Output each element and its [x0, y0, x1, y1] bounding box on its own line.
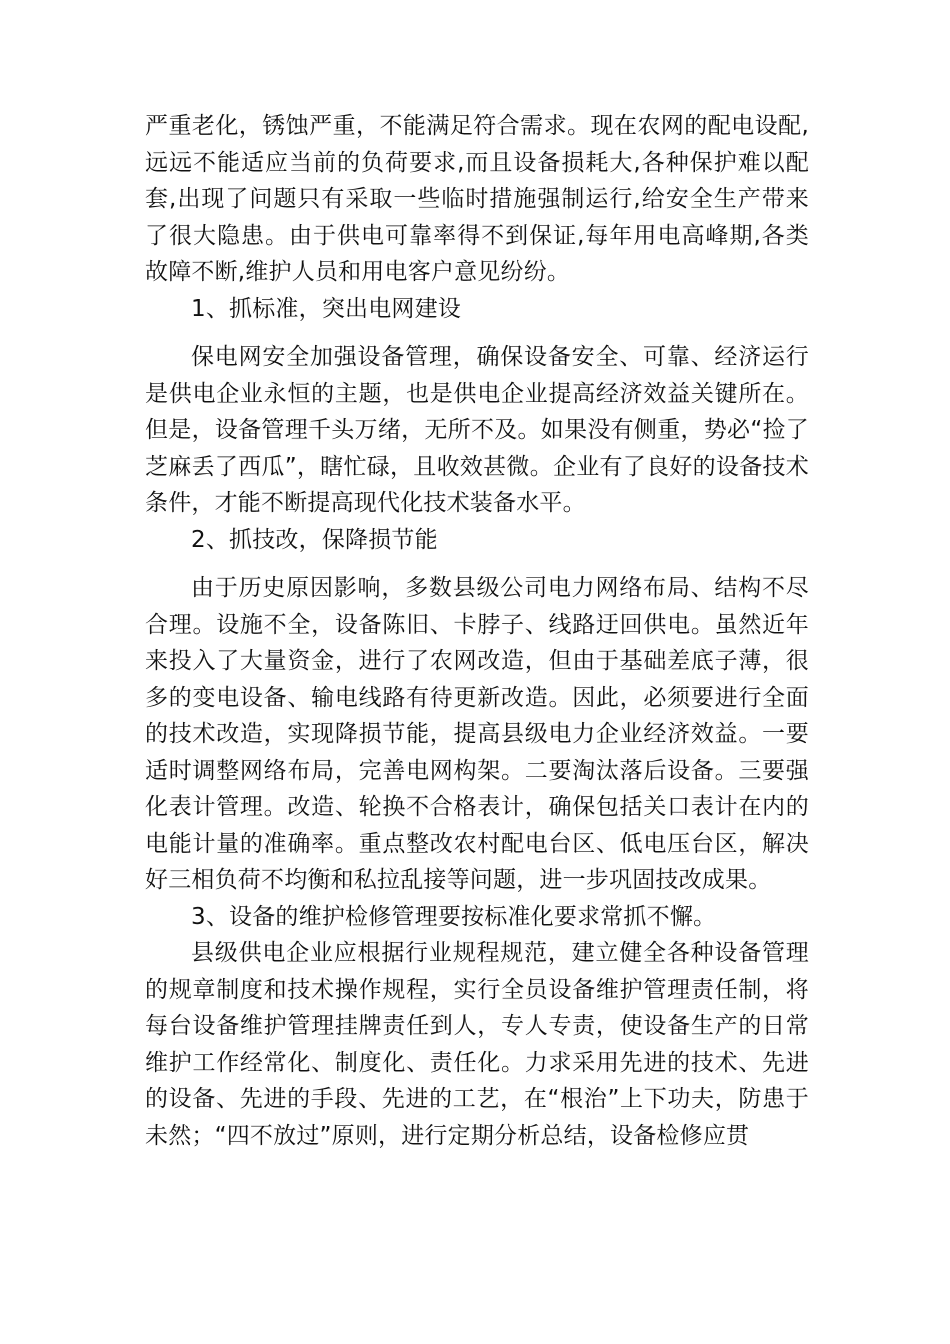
section-heading-1: 1、抓标准，突出电网建设: [191, 295, 462, 322]
paragraph-maintenance-management: 县级供电企业应根据行业规程规范，建立健全各种设备管理的规章制度和技术操作规程，实行全员设备维护管理责任制，将每台设备维护管理挂牌责任到人，专人专责，使设备生产的日常维护工作经常化、制度化、责任化。力求采用先进的技术、先进的设备、先进的手段、先进的工艺，在“根治”上下功夫，防患于未然；“四不放过”原则，进行定期分析总结，设备检修应贯: [145, 940, 809, 1149]
section-heading-3: 3、设备的维护检修管理要按标准化要求常抓不懈。: [191, 903, 717, 930]
document-body: [145, 108, 809, 1154]
section-heading-2: 2、抓技改，保降损节能: [191, 526, 438, 553]
paragraph-equipment-management: 保电网安全加强设备管理，确保设备安全、可靠、经济运行是供电企业永恒的主题，也是供电企业提高经济效益关键所在。但是，设备管理千头万绪，无所不及。如果没有侧重，势必“捡了芝麻丢了西瓜”，瞎忙碌，且收效甚微。企业有了良好的设备技术条件，才能不断提高现代化技术装备水平。: [145, 344, 809, 516]
paragraph-aging-equipment: 严重老化，锈蚀严重，不能满足符合需求。现在农网的配电设配,远远不能适应当前的负荷要求,而且设备损耗大,各种保护难以配套,出现了问题只有采取一些临时措施强制运行,给安全生产带来了很大隐患。由于供电可靠率得不到保证,每年用电高峰期,各类故障不断,维护人员和用电客户意见纷纷。: [145, 113, 809, 285]
paragraph-technical-renovation: 由于历史原因影响，多数县级公司电力网络布局、结构不尽合理。设施不全，设备陈旧、卡脖子、线路迂回供电。虽然近年来投入了大量资金，进行了农网改造，但由于基础差底子薄，很多的变电设备、输电线路有待更新改造。因此，必须要进行全面的技术改造，实现降损节能，提高县级电力企业经济效益。一要适时调整网络布局，完善电网构架。二要淘汰落后设备。三要强化表计管理。改造、轮换不合格表计，确保包括关口表计在内的电能计量的准确率。重点整改农村配电台区、低电压台区，解决好三相负荷不均衡和私拉乱接等问题，进一步巩固技改成果。: [145, 575, 809, 893]
